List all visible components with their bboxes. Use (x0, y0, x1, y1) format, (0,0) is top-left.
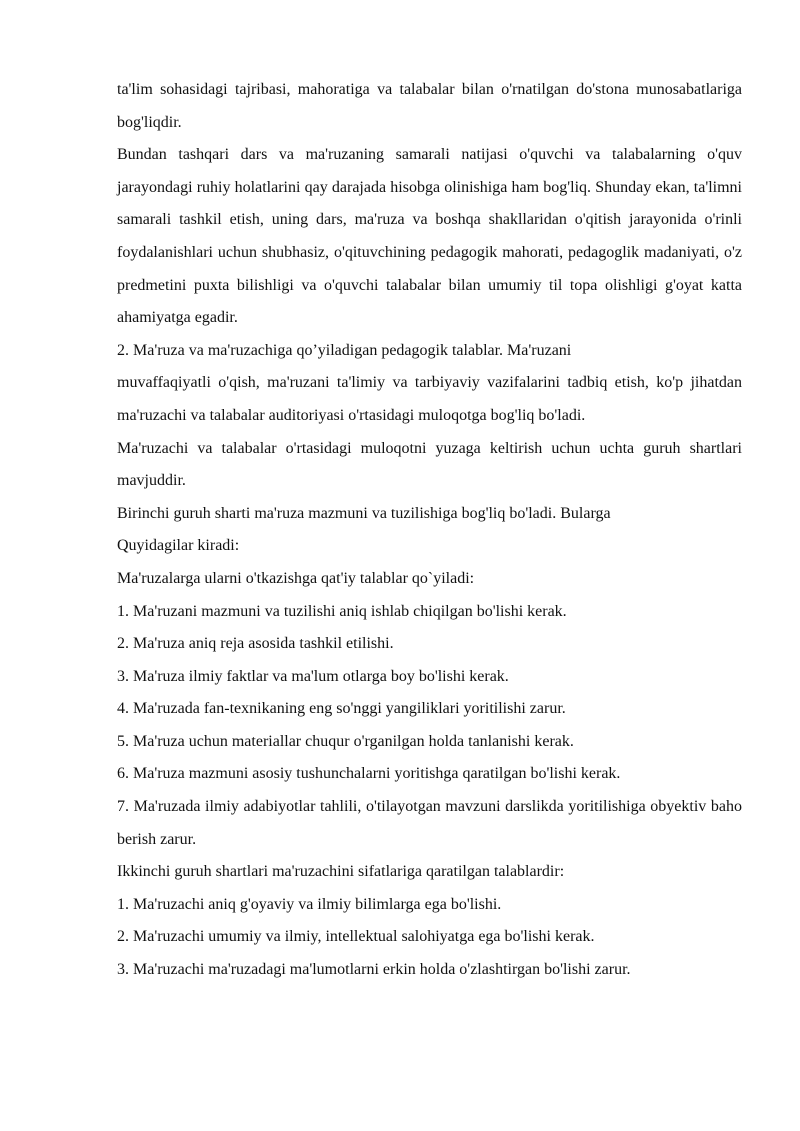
document-page (117, 74, 742, 987)
list-item: 2. Ma'ruza aniq reja asosida tashkil etilishi. (117, 635, 394, 653)
paragraph-second-group: Ikkinchi guruh shartlari ma'ruzachini sifatlariga qaratilgan talablardir: (117, 863, 565, 881)
paragraph-includes: Quyidagilar kiradi: (117, 537, 240, 555)
paragraph-three-groups: Ma'ruzachi va talabalar o'rtasidagi muloqotni yuzaga keltirish uchun uchta guruh shartlari mavjuddir. (117, 439, 742, 490)
list-item: 1. Ma'ruzachi aniq g'oyaviy va ilmiy bilimlarga ega bo'lishi. (117, 895, 502, 913)
paragraph-effectiveness: Bundan tashqari dars va ma'ruzaning samarali natijasi o'quvchi va talabalarning o'quv jarayondagi ruhiy holatlarini qay darajada hisobga olinishiga ham bog'liq. Shunday ekan, ta'limni samarali tashkil etish, uning dars, ma'ruza va boshqa shakllaridan o'qitish jarayonida o'rinli foydalanishlari uchun shubhasiz, o'qituvchining pedagogik mahorati, pedagoglik madaniyati, o'z predmetini puxta bilishligi va o'quvchi talabalar bilan umumiy til topa olishligi g'oyat katta ahamiyatga egadir. (117, 146, 742, 327)
paragraph-lecture-requirements: Ma'ruzalarga ularni o'tkazishga qat'iy talablar qo`yiladi: (117, 569, 475, 587)
paragraph-success: muvaffaqiyatli o'qish, ma'ruzani ta'limiy va tarbiyaviy vazifalarini tadbiq etish, ko'p jihatdan ma'ruzachi va talabalar auditoriyasi o'rtasidagi muloqotga bog'liq bo'ladi. (117, 374, 742, 424)
list-item: 1. Ma'ruzani mazmuni va tuzilishi aniq ishlab chiqilgan bo'lishi kerak. (117, 602, 567, 620)
paragraph-intro-continuation: ta'lim sohasidagi tajribasi, mahoratiga va talabalar bilan o'rnatilgan do'stona munosabatlariga bog'liqdir. (117, 81, 742, 131)
list-item: 3. Ma'ruzachi ma'ruzadagi ma'lumotlarni erkin holda o'zlashtirgan bo'lishi zarur. (117, 961, 631, 979)
paragraph-first-group: Birinchi guruh sharti ma'ruza mazmuni va tuzilishiga bog'liq bo'ladi. Bularga (117, 504, 611, 522)
list-item: 6. Ma'ruza mazmuni asosiy tushunchalarni yoritishga qaratilgan bo'lishi kerak. (117, 765, 621, 783)
list-item: 7. Ma'ruzada ilmiy adabiyotlar tahlili, o'tilayotgan mavzuni darslikda yoritilishiga obyektiv baho berish zarur. (117, 798, 742, 848)
list-item: 3. Ma'ruza ilmiy faktlar va ma'lum otlarga boy bo'lishi kerak. (117, 667, 509, 685)
section-heading-requirements: 2. Ma'ruza va ma'ruzachiga qo’yiladigan pedagogik talablar. Ma'ruzani (117, 341, 572, 359)
list-item: 5. Ma'ruza uchun materiallar chuqur o'rganilgan holda tanlanishi kerak. (117, 732, 574, 750)
list-item: 2. Ma'ruzachi umumiy va ilmiy, intellektual salohiyatga ega bo'lishi kerak. (117, 928, 595, 946)
list-item: 4. Ma'ruzada fan-texnikaning eng so'nggi yangiliklari yoritilishi zarur. (117, 700, 566, 718)
